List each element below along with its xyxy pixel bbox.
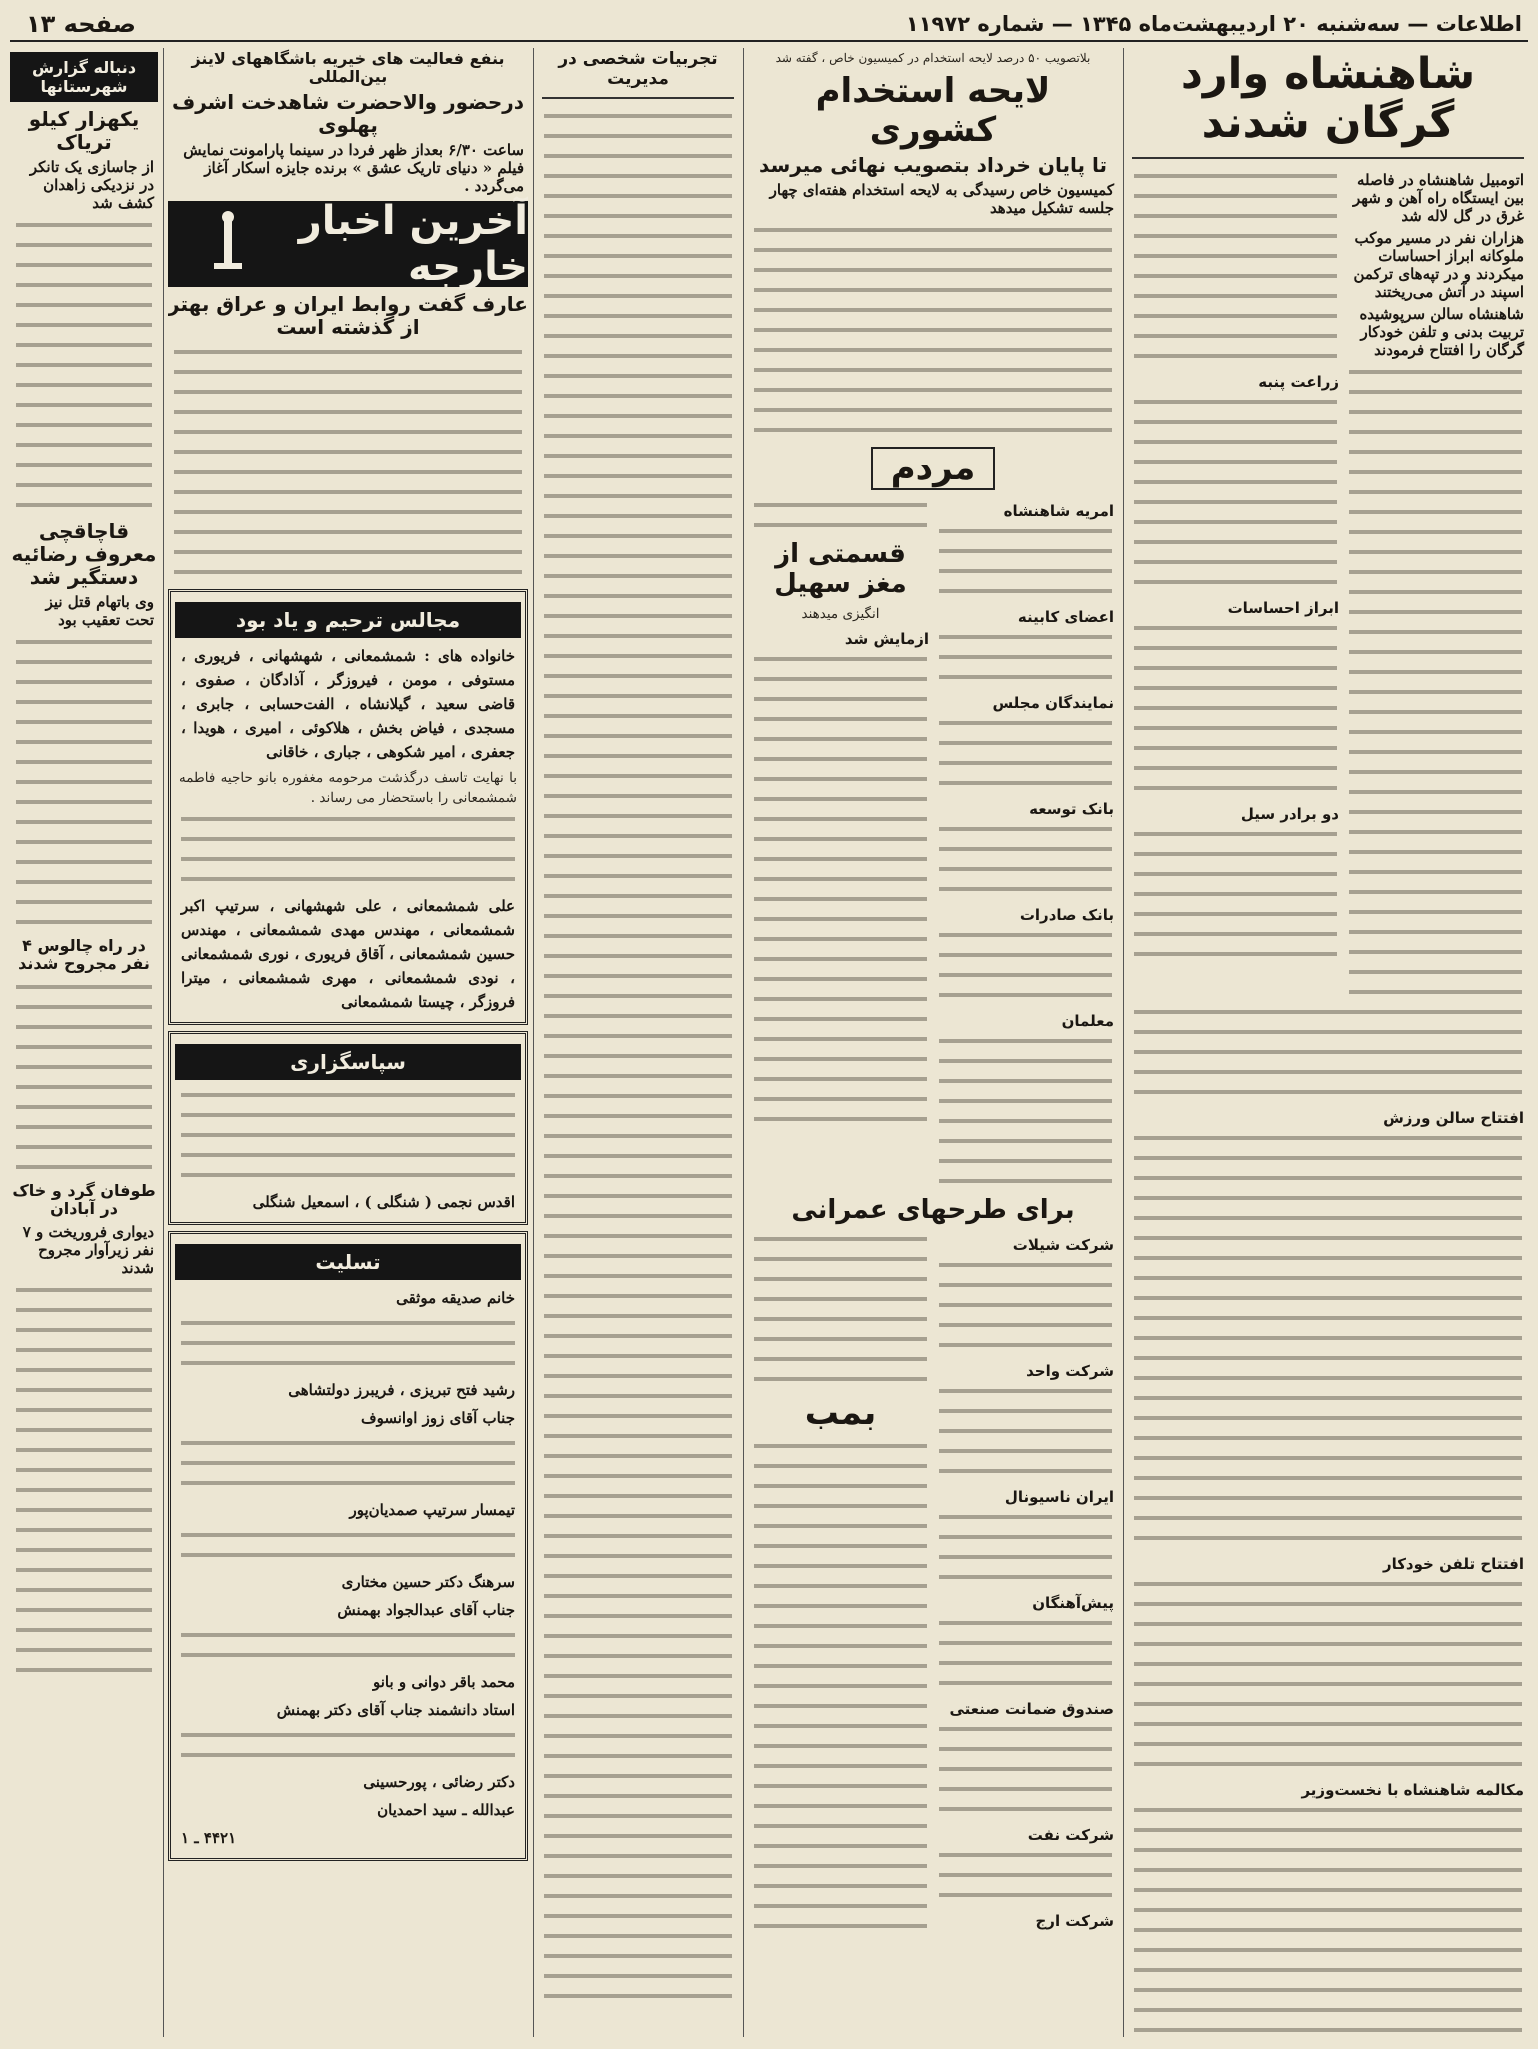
- condolence-item: عبدالله ـ سید احمدیان: [377, 1800, 515, 1819]
- column-3: [538, 46, 738, 2043]
- sub-phone: افتتاح تلفن خودکار: [1382, 1554, 1524, 1573]
- headline-opium: یکهزار کیلو تریاک: [28, 107, 140, 154]
- bullet-1: اتومبیل شاهنشاه در فاصله بین ایستگاه راه آهن و شهر غرق در گل لاله شد: [1353, 170, 1524, 225]
- condolence-item: رشید فتح تبریزی ، فریبرز دولتشاهی: [288, 1380, 515, 1399]
- sub-scouts: پیش‌آهنگان: [1032, 1594, 1114, 1613]
- sub-vahed: شرکت واحد: [1026, 1362, 1114, 1381]
- headline-shah-gorgan: شاهنشاه وارد گرگان شدند: [1180, 49, 1476, 149]
- headline-smuggler: قاچاقچی معروف رضائیه دستگیر شد: [11, 519, 157, 589]
- sub-flood: دو برادر سیل: [1240, 804, 1339, 823]
- sub-feelings: ابراز احساسات: [1227, 598, 1339, 617]
- subhead-smuggler: وی باتهام قتل نیز تحت تعقیب بود: [45, 593, 154, 629]
- subhead-opium: از جاسازی یک تانکر در نزدیکی زاهدان کشف شد: [29, 158, 154, 212]
- condolence-item: محمد باقر دوانی و بانو: [372, 1672, 515, 1691]
- condolence-item: سرهنگ دکتر حسین مختاری: [341, 1572, 515, 1591]
- headline-management: تجربیات شخصی در مدیریت: [558, 49, 718, 89]
- condolence-item: جناب آقای عبدالجواد بهمنش: [337, 1600, 515, 1619]
- memorial-title: مجالس ترحیم و یاد بود: [175, 602, 521, 638]
- sub-majlis: نمایندگان مجلس: [992, 694, 1114, 713]
- headline-employment: لایحه استخدام کشوری: [815, 71, 1051, 151]
- condolence-box: [168, 1231, 528, 1861]
- newspaper-page: [10, 6, 1528, 2043]
- headline-iraq: عارف گفت روابط ایران و عراق بهتر از گذشته است: [168, 291, 528, 339]
- lions-text: ساعت ۶/۳۰ بعداز ظهر فردا در سینما پارامونت نمایش فیلم « دنیای تاریک عشق » برنده جایزه اسکار آغاز می‌گردد .: [183, 140, 524, 195]
- foreign-news-title: آخرین اخبار خارجه: [298, 197, 528, 290]
- condolence-item: تیمسار سرتیپ صمدیان‌پور: [349, 1500, 515, 1519]
- memorial-dedication: با نهایت تاسف درگذشت مرحومه مغفوره بانو حاجیه فاطمه شمشمعانی را باستحضار می رساند .: [179, 769, 517, 806]
- memorial-families: خانواده های : شمشمعانی ، شهشهانی ، فریوری ، مستوفی ، مومن ، فیروزگر ، آذادگان ، صفوی ، قاضی سعید ، گیلانشاه ، الفت‌حسابی ، جابری ، مسجدی ، فیاض بخش ، هلاکوئی ، امیری ، هویدا ، جعفری ، امیر شکوهی ، جباری ، خاقانی: [181, 646, 515, 761]
- section-mardom: مردم: [871, 447, 995, 490]
- sub-bank1: بانک توسعه: [1029, 800, 1114, 819]
- memorial-box: [168, 589, 528, 1025]
- condolence-item: جناب آقای زوز اوانسوف: [361, 1408, 515, 1427]
- masthead: [10, 6, 1528, 42]
- condolence-item: استاد دانشمند جناب آقای دکتر بهمنش: [276, 1700, 515, 1719]
- sub-cabinet: اعضای کابینه: [1017, 608, 1114, 627]
- subhead-employment: تا پایان خرداد بتصویب نهائی میرسد: [759, 153, 1107, 178]
- headline-abadan: طوفان گرد و خاک در آبادان: [12, 1180, 156, 1219]
- sub-order: امریه شاهنشاه: [1003, 502, 1114, 521]
- sub-arj: شرکت ارج: [1035, 1912, 1114, 1931]
- lions-princess: درحضور والاحضرت شاهدخت اشرف پهلوی: [171, 89, 525, 137]
- bullet-3: شاهنشاه سالن سرپوشیده تربیت بدنی و تلفن خودکار گرگان را افتتاح فرمودند: [1359, 304, 1524, 359]
- subhead-brain: انگیزی میدهند: [801, 606, 880, 623]
- sub-gym: افتتاح سالن ورزش: [1383, 1108, 1524, 1127]
- thanks-title: سپاسگزاری: [175, 1044, 521, 1080]
- lamp-icon: [208, 209, 248, 279]
- bullet-commission: کمیسیون خاص رسیدگی به لایحه استخدام هفته‌ای چهار جلسه تشکیل میدهد: [769, 181, 1114, 218]
- provinces-banner: دنباله گزارش شهرستانها: [10, 52, 158, 102]
- sub-shilat: شرکت شیلات: [1012, 1236, 1114, 1255]
- headline-chalus: در راه چالوس ۴ نفر مجروح شدند: [18, 936, 150, 974]
- condolence-title: تسلیت: [175, 1244, 521, 1280]
- headline-brain: قسمتی از مغز سهیل: [774, 539, 907, 600]
- ad-code: ۴۴۲۱ ـ ۱: [181, 1828, 237, 1847]
- sub-fund: صندوق ضمانت صنعتی: [949, 1700, 1114, 1719]
- sub-national: ایران ناسیونال: [1004, 1488, 1114, 1507]
- condolence-item: دکتر رضائی ، پورحسینی: [363, 1772, 515, 1791]
- thanks-signature: اقدس نجمی ( شنگلی ) ، اسمعیل شنگلی: [252, 1192, 515, 1211]
- memorial-family-names: علی شمشمعانی ، علی شهشهانی ، سرتیپ اکبر شمشمعانی ، مهندس مهدی شمشمعانی ، مهندس حسین شمشمعانی ، آقاق فریوری ، نوری شمشمعانی ، نودی شمشمعانی ، مهری شمشمعانی ، میترا فروزگر ، چیستا شمشمعانی: [181, 896, 515, 1011]
- sub-oil: شرکت نفت: [1027, 1826, 1114, 1845]
- page-number: صفحه ۱۳: [26, 10, 136, 38]
- column-5: [10, 46, 158, 2043]
- sub-teachers: معلمان: [1061, 1012, 1114, 1031]
- column-4: [168, 46, 528, 2043]
- sub-call: مکالمه شاهنشاه با نخست‌وزیر: [1301, 1780, 1524, 1799]
- subhead-abadan: دیواری فروریخت و ۷ نفر زیرآوار مجروح شدند: [22, 1222, 154, 1277]
- headline-bomb: بمب: [804, 1393, 877, 1434]
- foreign-news-banner: [168, 197, 528, 290]
- issue-info: اطلاعات — سه‌شنبه ۲۰ اردیبهشت‌ماه ۱۳۴۵ — شماره ۱۱۹۷۲: [905, 12, 1522, 36]
- sub-test: ازمایش شد: [844, 630, 929, 649]
- bullet-2: هزاران نفر در مسیر موکب ملوکانه ابراز احساسات میکردند و در تپه‌های ترکمن اسپند در آتش می‌ریختند: [1353, 228, 1524, 301]
- column-1: [1128, 46, 1528, 2043]
- sub-bank2: بانک صادرات: [1019, 906, 1114, 925]
- headline-projects: برای طرحهای عمرانی: [791, 1195, 1075, 1226]
- kicker: بلاتصویب ۵۰ درصد لایحه استخدام در کمیسیون خاص ، گفته شد: [775, 51, 1091, 65]
- thanks-box: [168, 1031, 528, 1225]
- condolence-item: خانم صدیقه موثقی: [396, 1288, 515, 1307]
- lions-head: بنفع فعالیت های خیریه باشگاههای لاینز بین‌المللی: [191, 49, 505, 87]
- column-2: [748, 46, 1118, 2043]
- sub-cotton: زراعت پنبه: [1258, 372, 1339, 391]
